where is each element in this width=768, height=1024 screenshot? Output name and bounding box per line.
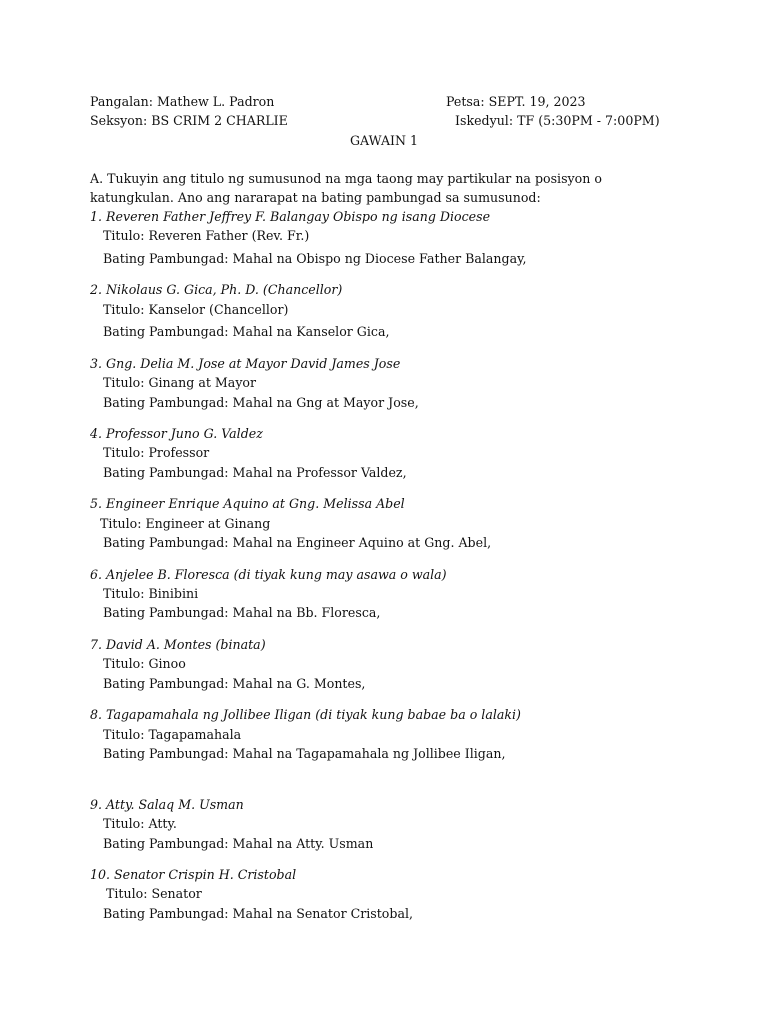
item-heading: 4. Professor Juno G. Valdez <box>90 426 263 441</box>
item-titulo: Titulo: Ginoo <box>103 656 186 671</box>
item-titulo: Titulo: Kanselor (Chancellor) <box>103 302 289 317</box>
item-titulo: Titulo: Binibini <box>103 586 199 601</box>
item-titulo: Titulo: Engineer at Ginang <box>100 516 271 531</box>
item-heading: 2. Nikolaus G. Gica, Ph. D. (Chancellor) <box>90 282 343 297</box>
schedule-line: Iskedyul: TF (5:30PM - 7:00PM) <box>455 113 660 128</box>
date-line: Petsa: SEPT. 19, 2023 <box>446 94 586 109</box>
item-bati: Bating Pambungad: Mahal na Obispo ng Diocese Father Balangay, <box>103 251 527 266</box>
item-titulo: Titulo: Ginang at Mayor <box>103 375 257 390</box>
item-heading: 10. Senator Crispin H. Cristobal <box>90 867 297 882</box>
item-heading: 6. Anjelee B. Floresca (di tiyak kung may asawa o wala) <box>90 567 447 582</box>
item-heading: 7. David A. Montes (binata) <box>90 637 266 652</box>
instruction-paragraph: A. Tukuyin ang titulo ng sumusunod na mga taong may partikular na posisyon o katungkulan. Ano ang nararapat na bating pambungad sa sumusunod: <box>90 171 602 205</box>
item-bati: Bating Pambungad: Mahal na Professor Valdez, <box>103 465 407 480</box>
name-line: Pangalan: Mathew L. Padron <box>90 94 275 109</box>
item-bati: Bating Pambungad: Mahal na Engineer Aquino at Gng. Abel, <box>103 535 492 550</box>
item-heading: 9. Atty. Salaq M. Usman <box>90 797 244 812</box>
item-bati: Bating Pambungad: Mahal na Gng at Mayor Jose, <box>103 395 419 410</box>
section-line: Seksyon: BS CRIM 2 CHARLIE <box>90 113 288 128</box>
item-titulo: Titulo: Reveren Father (Rev. Fr.) <box>103 228 310 243</box>
item-bati: Bating Pambungad: Mahal na Atty. Usman <box>103 836 374 851</box>
item-heading: 1. Reveren Father Jeffrey F. Balangay Obispo ng isang Diocese <box>90 209 491 224</box>
item-titulo: Titulo: Professor <box>103 445 210 460</box>
item-titulo: Titulo: Senator <box>106 886 202 901</box>
item-bati: Bating Pambungad: Mahal na Tagapamahala ng Jollibee Iligan, <box>103 746 506 761</box>
item-heading: 5. Engineer Enrique Aquino at Gng. Melissa Abel <box>90 496 405 511</box>
item-heading: 8. Tagapamahala ng Jollibee Iligan (di tiyak kung babae ba o lalaki) <box>90 707 521 722</box>
item-bati: Bating Pambungad: Mahal na Bb. Floresca, <box>103 605 381 620</box>
item-titulo: Titulo: Tagapamahala <box>103 727 242 742</box>
item-bati: Bating Pambungad: Mahal na Senator Cristobal, <box>103 906 413 921</box>
item-heading: 3. Gng. Delia M. Jose at Mayor David James Jose <box>90 356 401 371</box>
activity-title: GAWAIN 1 <box>350 133 419 148</box>
item-bati: Bating Pambungad: Mahal na Kanselor Gica, <box>103 324 390 339</box>
item-bati: Bating Pambungad: Mahal na G. Montes, <box>103 676 366 691</box>
item-titulo: Titulo: Atty. <box>103 816 177 831</box>
